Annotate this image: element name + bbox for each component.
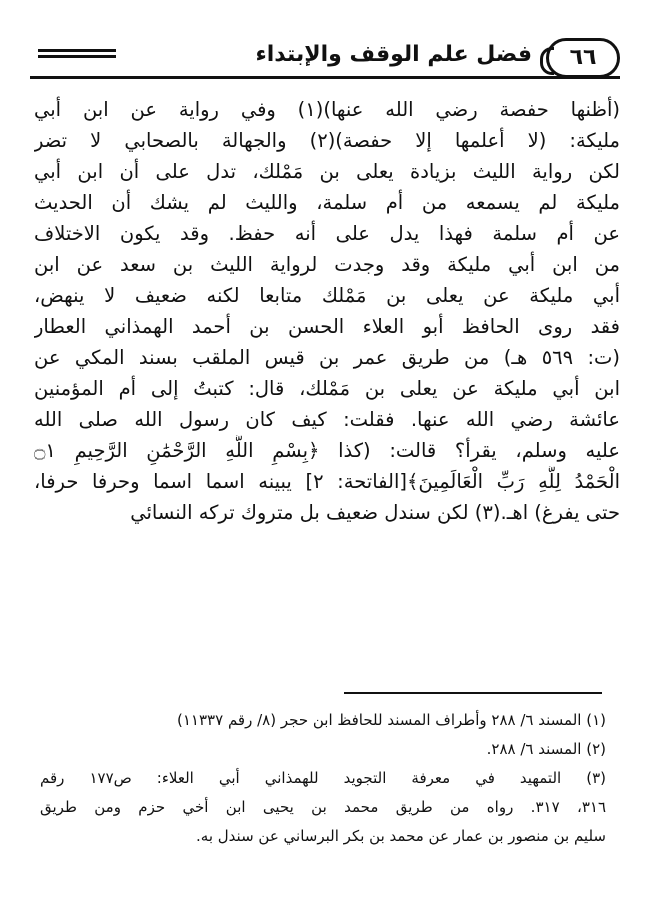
page-number-badge: [546, 38, 620, 78]
text-line: فقد روى الحافظ أبو العلاء الحسن بن أحمد الهمذاني العطار: [34, 315, 620, 338]
text-line: (ت: ٥٦٩ هـ) من طريق عمر بن قيس الملقب بسند المكي عن: [34, 346, 620, 369]
text-line: أبي مليكة عن يعلى بن مَمْلك متابعا لكنه ضعيف لا ينهض،: [34, 284, 620, 307]
text-line: مليكة لم يسمعه من أم سلمة، والليث لم يشك أن الحديث: [34, 191, 620, 214]
text-line: من ابن أبي مليكة وقد وجدت لرواية الليث بن سعد عن ابن: [34, 253, 620, 276]
page-header: [30, 38, 620, 82]
text-line: (أظنها حفصة رضي الله عنها)(١) وفي رواية عن ابن أبي: [34, 98, 620, 121]
text-line: لكن رواية الليث بزيادة يعلى بن مَمْلك، تدل على أن ابن أبي: [34, 160, 620, 183]
text-line: الْحَمْدُ لِلَّهِ رَبِّ الْعَالَمِينَ﴾[الفاتحة: ٢] يبينه اسما اسما وحرفا حرفا،: [34, 470, 620, 493]
header-ornament: [38, 49, 116, 65]
footnote-line: (١) المسند ٦/ ٢٨٨ وأطراف المسند للحافظ ابن حجر (٨/ رقم ١١٣٣٧): [177, 711, 606, 729]
text-line: ابن أبي مليكة عن يعلى بن مَمْلك، قال: كتبتُ إلى أم المؤمنين: [34, 377, 620, 400]
footnote-line: (٢) المسند ٦/ ٢٨٨.: [486, 740, 606, 758]
footnote-separator: [344, 692, 602, 694]
footnote-line: (٣) التمهيد في معرفة التجويد للهمذاني أبي العلاء: ص١٧٧ رقم: [40, 769, 606, 787]
footnote-line: ٣١٦، ٣١٧. رواه من طريق محمد بن يحيى ابن أخي حزم ومن طريق: [40, 798, 606, 816]
text-line: مليكة: (لا أعلمها إلا حفصة)(٢) والجهالة بالصحابي لا تضر: [34, 129, 620, 152]
text-line: عائشة رضي الله عنها. فقلت: كيف كان رسول الله صلى الله: [34, 408, 620, 431]
text-line: حتى يفرغ) اهـ.(٣) لكن سندل ضعيف بل متروك تركه النسائي: [130, 501, 620, 524]
footnote-line: سليم بن منصور بن عمار عن محمد بن بكر البرساني عن سندل به.: [196, 827, 606, 845]
footnotes: [40, 706, 606, 851]
text-line: عليه وسلم، يقرأ؟ قالت: (كذا ﴿بِسْمِ اللَّهِ الرَّحْمَٰنِ الرَّحِيمِ ۝١: [34, 439, 620, 462]
page-number: ٦٦: [569, 45, 597, 70]
text-line: عن أم سلمة فهذا يدل على أنه حفظ. وقد يكون الاختلاف: [34, 222, 620, 245]
body-text: [34, 94, 620, 528]
running-title: فضل علم الوقف والإبتداء: [255, 42, 532, 67]
header-rule: [30, 76, 620, 79]
